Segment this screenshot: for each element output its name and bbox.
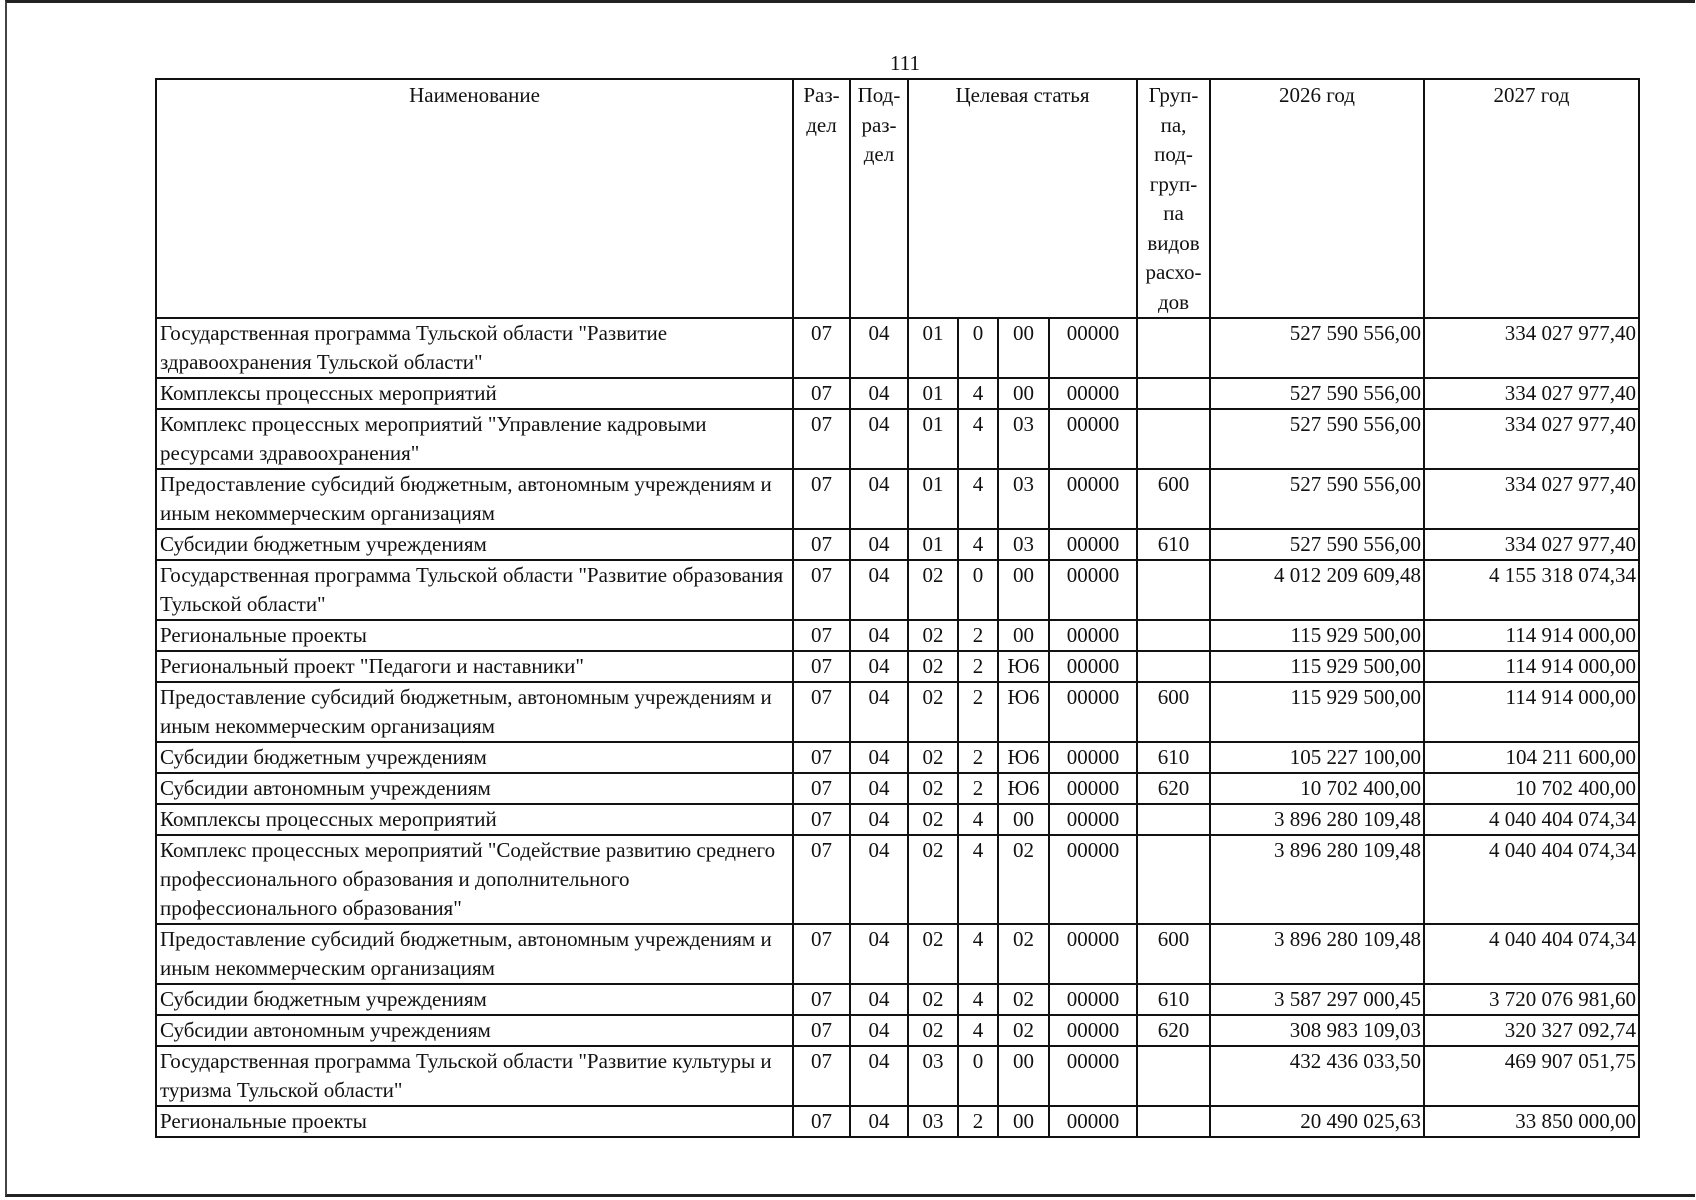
row-section: 07 [793, 1106, 850, 1137]
row-amount-2026: 527 590 556,00 [1210, 409, 1424, 469]
row-subsection: 04 [850, 1015, 908, 1046]
row-target-direction: 00000 [1049, 984, 1137, 1015]
row-section: 07 [793, 804, 850, 835]
table-row [156, 1106, 1639, 1137]
row-target-structure: 03 [998, 529, 1049, 560]
header-line: раз- [861, 112, 897, 137]
row-amount-2026: 115 929 500,00 [1210, 620, 1424, 651]
row-amount-2027: 334 027 977,40 [1424, 378, 1639, 409]
table-row [156, 773, 1639, 804]
row-amount-2027: 33 850 000,00 [1424, 1106, 1639, 1137]
row-name: Субсидии автономным учреждениям [156, 1015, 793, 1046]
row-subsection: 04 [850, 378, 908, 409]
row-target-structure: 00 [998, 378, 1049, 409]
row-section: 07 [793, 560, 850, 620]
row-expense-group [1137, 318, 1210, 378]
row-amount-2027: 334 027 977,40 [1424, 529, 1639, 560]
row-amount-2027: 4 040 404 074,34 [1424, 835, 1639, 924]
row-amount-2027: 334 027 977,40 [1424, 469, 1639, 529]
header-line: дел [863, 142, 895, 166]
budget-table [155, 78, 1640, 1138]
row-subsection: 04 [850, 318, 908, 378]
row-expense-group [1137, 620, 1210, 651]
table-row [156, 835, 1639, 924]
table-row [156, 804, 1639, 835]
row-expense-group: 600 [1137, 924, 1210, 984]
row-target-direction: 00000 [1049, 529, 1137, 560]
row-expense-group [1137, 1046, 1210, 1106]
table-row [156, 318, 1639, 378]
row-target-direction: 00000 [1049, 620, 1137, 651]
row-amount-2026: 10 702 400,00 [1210, 773, 1424, 804]
row-expense-group [1137, 409, 1210, 469]
row-amount-2027: 10 702 400,00 [1424, 773, 1639, 804]
row-expense-group [1137, 560, 1210, 620]
row-target-program: 01 [908, 378, 958, 409]
row-amount-2027: 114 914 000,00 [1424, 682, 1639, 742]
row-target-direction: 00000 [1049, 1106, 1137, 1137]
row-name: Субсидии автономным учреждениям [156, 773, 793, 804]
row-section: 07 [793, 835, 850, 924]
row-subsection: 04 [850, 773, 908, 804]
row-name: Комплекс процессных мероприятий "Управление кадровыми ресурсами здравоохранения" [156, 409, 793, 469]
row-amount-2027: 469 907 051,75 [1424, 1046, 1639, 1106]
row-target-direction: 00000 [1049, 742, 1137, 773]
row-subsection: 04 [850, 924, 908, 984]
row-target-structure: 02 [998, 835, 1049, 924]
header-line: груп- [1149, 171, 1198, 196]
header-line: па, [1160, 112, 1187, 137]
row-name: Субсидии бюджетным учреждениям [156, 984, 793, 1015]
row-amount-2026: 432 436 033,50 [1210, 1046, 1424, 1106]
table-row [156, 469, 1639, 529]
row-amount-2026: 527 590 556,00 [1210, 318, 1424, 378]
row-target-program: 02 [908, 620, 958, 651]
row-name: Региональные проекты [156, 620, 793, 651]
row-section: 07 [793, 1015, 850, 1046]
header-section [793, 79, 850, 318]
row-target-structure: 00 [998, 1046, 1049, 1106]
row-target-program: 02 [908, 560, 958, 620]
header-subsection [850, 79, 908, 318]
row-subsection: 04 [850, 651, 908, 682]
row-target-type: 4 [958, 924, 998, 984]
header-name: Наименование [156, 79, 793, 318]
row-amount-2026: 3 896 280 109,48 [1210, 835, 1424, 924]
row-expense-group [1137, 1106, 1210, 1137]
row-target-structure: 02 [998, 924, 1049, 984]
row-target-type: 4 [958, 378, 998, 409]
row-target-direction: 00000 [1049, 469, 1137, 529]
row-section: 07 [793, 1046, 850, 1106]
row-expense-group: 610 [1137, 984, 1210, 1015]
row-target-structure: 02 [998, 1015, 1049, 1046]
row-amount-2026: 115 929 500,00 [1210, 682, 1424, 742]
header-line: Раз- [803, 83, 840, 107]
row-amount-2027: 4 040 404 074,34 [1424, 804, 1639, 835]
row-target-program: 01 [908, 529, 958, 560]
table-body [156, 318, 1639, 1137]
row-target-direction: 00000 [1049, 378, 1137, 409]
row-target-direction: 00000 [1049, 682, 1137, 742]
row-target-program: 03 [908, 1106, 958, 1137]
table-row [156, 378, 1639, 409]
row-section: 07 [793, 409, 850, 469]
row-section: 07 [793, 378, 850, 409]
row-section: 07 [793, 620, 850, 651]
row-name: Предоставление субсидий бюджетным, автономным учреждениям и иным некоммерческим организациям [156, 469, 793, 529]
row-target-structure: 00 [998, 560, 1049, 620]
table-row [156, 560, 1639, 620]
row-target-program: 03 [908, 1046, 958, 1106]
row-amount-2027: 334 027 977,40 [1424, 409, 1639, 469]
table-row [156, 1046, 1639, 1106]
row-subsection: 04 [850, 682, 908, 742]
page-number: 111 [890, 51, 920, 75]
row-target-structure: 00 [998, 318, 1049, 378]
header-line: дел [806, 112, 837, 137]
row-target-structure: Ю6 [998, 742, 1049, 773]
row-target-program: 02 [908, 742, 958, 773]
row-name: Комплексы процессных мероприятий [156, 378, 793, 409]
row-target-type: 4 [958, 984, 998, 1015]
row-target-structure: Ю6 [998, 773, 1049, 804]
row-section: 07 [793, 924, 850, 984]
row-target-program: 01 [908, 409, 958, 469]
row-target-program: 01 [908, 318, 958, 378]
row-target-program: 02 [908, 924, 958, 984]
row-target-type: 2 [958, 773, 998, 804]
row-target-direction: 00000 [1049, 318, 1137, 378]
row-target-type: 0 [958, 560, 998, 620]
row-target-direction: 00000 [1049, 409, 1137, 469]
row-expense-group: 600 [1137, 682, 1210, 742]
row-target-direction: 00000 [1049, 804, 1137, 835]
row-name: Субсидии бюджетным учреждениям [156, 529, 793, 560]
row-amount-2026: 105 227 100,00 [1210, 742, 1424, 773]
row-section: 07 [793, 318, 850, 378]
row-amount-2026: 308 983 109,03 [1210, 1015, 1424, 1046]
table-row [156, 1015, 1639, 1046]
row-amount-2026: 115 929 500,00 [1210, 651, 1424, 682]
row-subsection: 04 [850, 984, 908, 1015]
header-line: Груп- [1148, 83, 1199, 107]
row-amount-2027: 4 040 404 074,34 [1424, 924, 1639, 984]
row-target-direction: 00000 [1049, 651, 1137, 682]
row-target-structure: 03 [998, 469, 1049, 529]
row-target-type: 0 [958, 318, 998, 378]
table-row [156, 984, 1639, 1015]
row-target-direction: 00000 [1049, 924, 1137, 984]
row-amount-2027: 320 327 092,74 [1424, 1015, 1639, 1046]
row-target-structure: 02 [998, 984, 1049, 1015]
row-target-direction: 00000 [1049, 1015, 1137, 1046]
row-expense-group: 600 [1137, 469, 1210, 529]
row-amount-2026: 527 590 556,00 [1210, 529, 1424, 560]
row-expense-group: 610 [1137, 529, 1210, 560]
row-name: Комплексы процессных мероприятий [156, 804, 793, 835]
table-row [156, 529, 1639, 560]
row-amount-2027: 334 027 977,40 [1424, 318, 1639, 378]
header-row [156, 79, 1639, 318]
row-subsection: 04 [850, 620, 908, 651]
row-expense-group [1137, 835, 1210, 924]
row-target-program: 02 [908, 1015, 958, 1046]
row-target-structure: Ю6 [998, 682, 1049, 742]
row-subsection: 04 [850, 529, 908, 560]
table-row [156, 620, 1639, 651]
row-subsection: 04 [850, 835, 908, 924]
table-row [156, 651, 1639, 682]
row-target-structure: 00 [998, 620, 1049, 651]
header-line: под- [1154, 142, 1193, 166]
row-amount-2027: 114 914 000,00 [1424, 651, 1639, 682]
row-amount-2027: 3 720 076 981,60 [1424, 984, 1639, 1015]
row-name: Субсидии бюджетным учреждениям [156, 742, 793, 773]
header-line: па [1163, 201, 1184, 225]
row-name: Региональный проект "Педагоги и наставники" [156, 651, 793, 682]
row-target-type: 2 [958, 1106, 998, 1137]
row-expense-group [1137, 378, 1210, 409]
row-subsection: 04 [850, 1106, 908, 1137]
header-year-2027: 2027 год [1424, 79, 1639, 318]
row-target-structure: 00 [998, 804, 1049, 835]
row-target-type: 0 [958, 1046, 998, 1106]
row-section: 07 [793, 651, 850, 682]
row-target-direction: 00000 [1049, 560, 1137, 620]
row-subsection: 04 [850, 804, 908, 835]
header-line: Под- [857, 83, 901, 107]
row-name: Государственная программа Тульской области "Развитие образования Тульской области" [156, 560, 793, 620]
row-subsection: 04 [850, 469, 908, 529]
row-target-program: 02 [908, 984, 958, 1015]
row-section: 07 [793, 742, 850, 773]
row-subsection: 04 [850, 409, 908, 469]
row-name: Государственная программа Тульской области "Развитие культуры и туризма Тульской области" [156, 1046, 793, 1106]
row-section: 07 [793, 469, 850, 529]
row-target-structure: 00 [998, 1106, 1049, 1137]
row-expense-group [1137, 651, 1210, 682]
row-target-type: 4 [958, 835, 998, 924]
row-expense-group [1137, 804, 1210, 835]
row-section: 07 [793, 773, 850, 804]
row-subsection: 04 [850, 742, 908, 773]
table-row [156, 742, 1639, 773]
row-target-structure: Ю6 [998, 651, 1049, 682]
header-year-2026: 2026 год [1210, 79, 1424, 318]
row-name: Региональные проекты [156, 1106, 793, 1137]
row-target-type: 4 [958, 804, 998, 835]
header-expense-group [1137, 79, 1210, 318]
row-name: Предоставление субсидий бюджетным, автономным учреждениям и иным некоммерческим организациям [156, 682, 793, 742]
row-target-type: 2 [958, 742, 998, 773]
row-amount-2026: 20 490 025,63 [1210, 1106, 1424, 1137]
row-amount-2027: 4 155 318 074,34 [1424, 560, 1639, 620]
header-line: расхо- [1145, 260, 1202, 284]
row-target-type: 2 [958, 651, 998, 682]
row-target-direction: 00000 [1049, 1046, 1137, 1106]
row-target-program: 02 [908, 835, 958, 924]
row-amount-2026: 4 012 209 609,48 [1210, 560, 1424, 620]
row-target-program: 02 [908, 804, 958, 835]
row-target-program: 02 [908, 651, 958, 682]
row-name: Комплекс процессных мероприятий "Содействие развитию среднего профессионального образования и дополнительного профессионального образования" [156, 835, 793, 924]
table-row [156, 409, 1639, 469]
row-amount-2026: 527 590 556,00 [1210, 469, 1424, 529]
row-amount-2026: 3 896 280 109,48 [1210, 804, 1424, 835]
header-target-article: Целевая статья [908, 79, 1137, 318]
row-target-program: 02 [908, 773, 958, 804]
row-target-program: 02 [908, 682, 958, 742]
row-target-direction: 00000 [1049, 773, 1137, 804]
row-target-type: 4 [958, 1015, 998, 1046]
row-subsection: 04 [850, 1046, 908, 1106]
row-expense-group: 610 [1137, 742, 1210, 773]
row-target-type: 4 [958, 409, 998, 469]
row-target-type: 4 [958, 469, 998, 529]
row-target-type: 2 [958, 682, 998, 742]
table-row [156, 924, 1639, 984]
row-section: 07 [793, 529, 850, 560]
row-name: Предоставление субсидий бюджетным, автономным учреждениям и иным некоммерческим организациям [156, 924, 793, 984]
row-target-program: 01 [908, 469, 958, 529]
row-section: 07 [793, 984, 850, 1015]
row-target-structure: 03 [998, 409, 1049, 469]
row-section: 07 [793, 682, 850, 742]
header-line: дов [1157, 289, 1190, 314]
row-target-direction: 00000 [1049, 835, 1137, 924]
row-amount-2026: 527 590 556,00 [1210, 378, 1424, 409]
header-line: видов [1147, 230, 1200, 255]
row-amount-2026: 3 896 280 109,48 [1210, 924, 1424, 984]
row-amount-2026: 3 587 297 000,45 [1210, 984, 1424, 1015]
row-amount-2027: 104 211 600,00 [1424, 742, 1639, 773]
row-subsection: 04 [850, 560, 908, 620]
row-expense-group: 620 [1137, 1015, 1210, 1046]
row-target-type: 2 [958, 620, 998, 651]
table-row [156, 682, 1639, 742]
row-amount-2027: 114 914 000,00 [1424, 620, 1639, 651]
row-target-type: 4 [958, 529, 998, 560]
row-name: Государственная программа Тульской области "Развитие здравоохранения Тульской области" [156, 318, 793, 378]
row-expense-group: 620 [1137, 773, 1210, 804]
